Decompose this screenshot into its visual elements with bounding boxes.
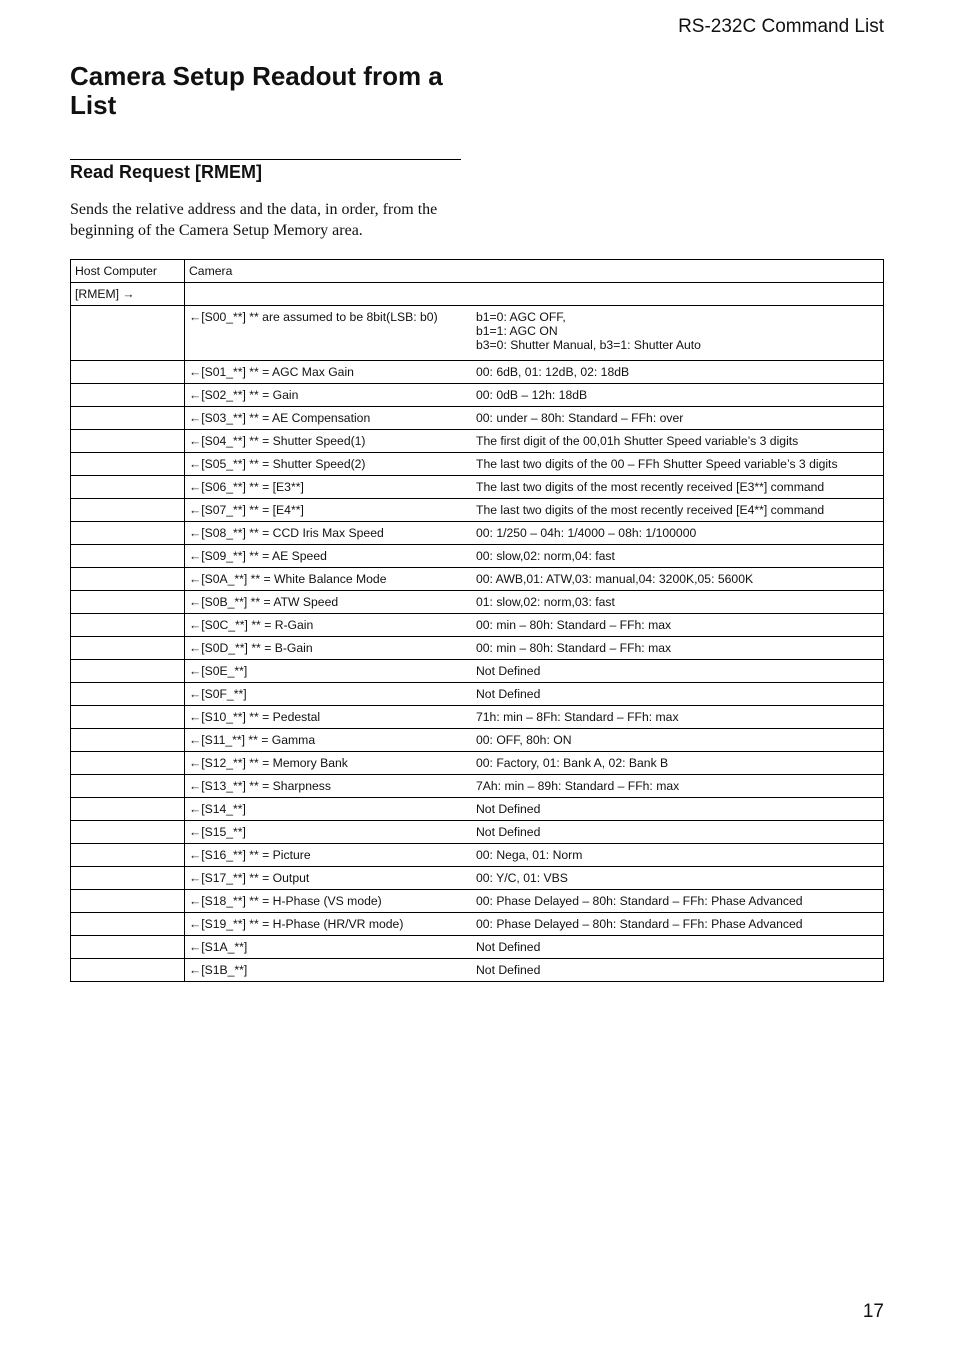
camera-response-description: 00: min – 80h: Standard – FFh: max (476, 618, 672, 632)
camera-response-command: ←[S02_**] ** = Gain (189, 388, 299, 402)
camera-cell (185, 476, 884, 499)
host-cell (71, 361, 185, 384)
host-cell (71, 752, 185, 775)
camera-response-command: ←[S0D_**] ** = B-Gain (189, 641, 313, 655)
camera-response-description: 00: Y/C, 01: VBS (476, 871, 568, 885)
camera-cell (185, 913, 884, 936)
host-cell (71, 407, 185, 430)
table-row (71, 591, 884, 614)
camera-cell (185, 729, 884, 752)
table-row (71, 683, 884, 706)
table-row (71, 729, 884, 752)
camera-response-command: ←[S17_**] ** = Output (189, 871, 310, 885)
camera-response-command: ←[S05_**] ** = Shutter Speed(2) (189, 457, 366, 471)
camera-response-description: 00: slow,02: norm,04: fast (476, 549, 615, 563)
table-row (71, 844, 884, 867)
camera-response-command: ←[S01_**] ** = AGC Max Gain (189, 365, 354, 379)
camera-response-description: 71h: min – 8Fh: Standard – FFh: max (476, 710, 679, 724)
camera-cell (185, 660, 884, 683)
host-cell (71, 821, 185, 844)
camera-cell (185, 821, 884, 844)
section-divider (70, 159, 461, 160)
table-row (71, 936, 884, 959)
section-intro: Sends the relative address and the data, in order, from the beginning of the Camera Setup Memory area. (70, 201, 438, 239)
camera-cell (185, 361, 884, 384)
camera-cell (185, 637, 884, 660)
host-cell (71, 453, 185, 476)
camera-response-description: The last two digits of the most recently received [E3**] command (476, 480, 825, 494)
section-title: Read Request [RMEM] (70, 162, 263, 182)
camera-response-description: 00: AWB,01: ATW,03: manual,04: 3200K,05: 5600K (476, 572, 754, 586)
request-command: [RMEM] → (71, 283, 185, 306)
column-header-host: Host Computer (71, 260, 185, 283)
camera-response-command: ←[S04_**] ** = Shutter Speed(1) (189, 434, 366, 448)
camera-response-command: ←[S11_**] ** = Gamma (189, 733, 316, 747)
camera-response-description: 01: slow,02: norm,03: fast (476, 595, 615, 609)
table-row (71, 476, 884, 499)
camera-cell (185, 306, 884, 361)
camera-response-description: 00: Factory, 01: Bank A, 02: Bank B (476, 756, 669, 770)
host-cell (71, 775, 185, 798)
table-row (71, 890, 884, 913)
host-cell (71, 591, 185, 614)
camera-cell (185, 775, 884, 798)
command-table (70, 259, 884, 982)
table-row (71, 706, 884, 729)
camera-response-command: ←[S0E_**] (189, 664, 248, 678)
request-camera-cell (185, 283, 884, 306)
camera-cell (185, 430, 884, 453)
camera-response-description: b1=0: AGC OFF, b1=1: AGC ON b3=0: Shutter Manual, b3=1: Shutter Auto (476, 310, 701, 352)
host-cell (71, 430, 185, 453)
table-row (71, 499, 884, 522)
host-cell (71, 913, 185, 936)
camera-response-command: ←[S03_**] ** = AE Compensation (189, 411, 371, 425)
table-row (71, 545, 884, 568)
camera-response-command: ←[S09_**] ** = AE Speed (189, 549, 327, 563)
table-row (71, 361, 884, 384)
camera-cell (185, 614, 884, 637)
table-row (71, 913, 884, 936)
table-row (71, 821, 884, 844)
camera-response-description: Not Defined (476, 825, 541, 839)
host-cell (71, 499, 185, 522)
host-cell (71, 306, 185, 361)
table-row (71, 568, 884, 591)
host-cell (71, 706, 185, 729)
camera-response-command: ←[S08_**] ** = CCD Iris Max Speed (189, 526, 384, 540)
table-row (71, 959, 884, 982)
host-cell (71, 959, 185, 982)
camera-response-description: 00: Phase Delayed – 80h: Standard – FFh: Phase Advanced (476, 917, 803, 931)
camera-cell (185, 499, 884, 522)
camera-response-command: ←[S06_**] ** = [E3**] (189, 480, 304, 494)
camera-response-description: 00: 1/250 – 04h: 1/4000 – 08h: 1/100000 (476, 526, 697, 540)
camera-cell (185, 844, 884, 867)
camera-cell (185, 683, 884, 706)
camera-response-description: 00: Phase Delayed – 80h: Standard – FFh: Phase Advanced (476, 894, 803, 908)
host-cell (71, 568, 185, 591)
host-cell (71, 798, 185, 821)
host-cell (71, 614, 185, 637)
host-cell (71, 476, 185, 499)
camera-response-description: Not Defined (476, 963, 541, 977)
page-title: Camera Setup Readout from a List (70, 61, 443, 120)
camera-cell (185, 545, 884, 568)
camera-cell (185, 959, 884, 982)
camera-response-description: 00: OFF, 80h: ON (476, 733, 572, 747)
camera-response-command: ←[S19_**] ** = H-Phase (HR/VR mode) (189, 917, 404, 931)
table-row (71, 453, 884, 476)
camera-response-command: ←[S18_**] ** = H-Phase (VS mode) (189, 894, 382, 908)
camera-response-description: 00: 6dB, 01: 12dB, 02: 18dB (476, 365, 630, 379)
camera-response-description: Not Defined (476, 687, 541, 701)
camera-response-command: ←[S15_**] (189, 825, 246, 839)
camera-response-command: ←[S00_**] ** are assumed to be 8bit(LSB: b0) (189, 310, 438, 324)
camera-cell (185, 867, 884, 890)
host-cell (71, 384, 185, 407)
host-cell (71, 867, 185, 890)
camera-response-command: ←[S16_**] ** = Picture (189, 848, 311, 862)
camera-cell (185, 890, 884, 913)
table-row (71, 306, 884, 361)
host-cell (71, 660, 185, 683)
camera-cell (185, 798, 884, 821)
host-cell (71, 522, 185, 545)
camera-response-description: The first digit of the 00,01h Shutter Speed variable’s 3 digits (476, 434, 799, 448)
table-row (71, 407, 884, 430)
host-cell (71, 683, 185, 706)
table-header-row (71, 260, 884, 283)
camera-response-command: ←[S1B_**] (189, 963, 248, 977)
page-number: 17 (862, 1301, 884, 1322)
table-row (71, 660, 884, 683)
table-row (71, 775, 884, 798)
table-row (71, 637, 884, 660)
camera-cell (185, 936, 884, 959)
column-header-camera: Camera (185, 260, 884, 283)
camera-response-description: 00: under – 80h: Standard – FFh: over (476, 411, 684, 425)
camera-response-description: Not Defined (476, 940, 541, 954)
camera-response-description: The last two digits of the most recently received [E4**] command (476, 503, 825, 517)
camera-response-description: 00: 0dB – 12h: 18dB (476, 388, 588, 402)
camera-response-command: ←[S0F_**] (189, 687, 247, 701)
table-row (71, 430, 884, 453)
camera-cell (185, 591, 884, 614)
camera-response-command: ←[S0C_**] ** = R-Gain (189, 618, 314, 632)
host-cell (71, 844, 185, 867)
camera-cell (185, 407, 884, 430)
camera-response-description: 00: Nega, 01: Norm (476, 848, 583, 862)
camera-cell (185, 384, 884, 407)
camera-response-command: ←[S1A_**] (189, 940, 248, 954)
camera-cell (185, 752, 884, 775)
host-cell (71, 890, 185, 913)
camera-response-command: ←[S0B_**] ** = ATW Speed (189, 595, 339, 609)
camera-response-description: The last two digits of the 00 – FFh Shutter Speed variable’s 3 digits (476, 457, 838, 471)
table-row (71, 384, 884, 407)
camera-response-description: 00: min – 80h: Standard – FFh: max (476, 641, 672, 655)
table-row (71, 867, 884, 890)
host-cell (71, 729, 185, 752)
camera-response-description: Not Defined (476, 802, 541, 816)
camera-response-command: ←[S10_**] ** = Pedestal (189, 710, 321, 724)
host-cell (71, 637, 185, 660)
camera-response-command: ←[S14_**] (189, 802, 246, 816)
camera-cell (185, 453, 884, 476)
camera-cell (185, 706, 884, 729)
table-row (71, 752, 884, 775)
camera-response-command: ←[S13_**] ** = Sharpness (189, 779, 331, 793)
camera-response-description: 7Ah: min – 89h: Standard – FFh: max (476, 779, 680, 793)
request-row (71, 283, 884, 306)
table-row (71, 614, 884, 637)
camera-response-command: ←[S0A_**] ** = White Balance Mode (189, 572, 387, 586)
host-cell (71, 936, 185, 959)
table-row (71, 798, 884, 821)
camera-response-command: ←[S12_**] ** = Memory Bank (189, 756, 348, 770)
table-row (71, 522, 884, 545)
camera-response-description: Not Defined (476, 664, 541, 678)
running-header: RS-232C Command List (678, 16, 884, 37)
camera-cell (185, 568, 884, 591)
camera-response-command: ←[S07_**] ** = [E4**] (189, 503, 304, 517)
host-cell (71, 545, 185, 568)
camera-cell (185, 522, 884, 545)
